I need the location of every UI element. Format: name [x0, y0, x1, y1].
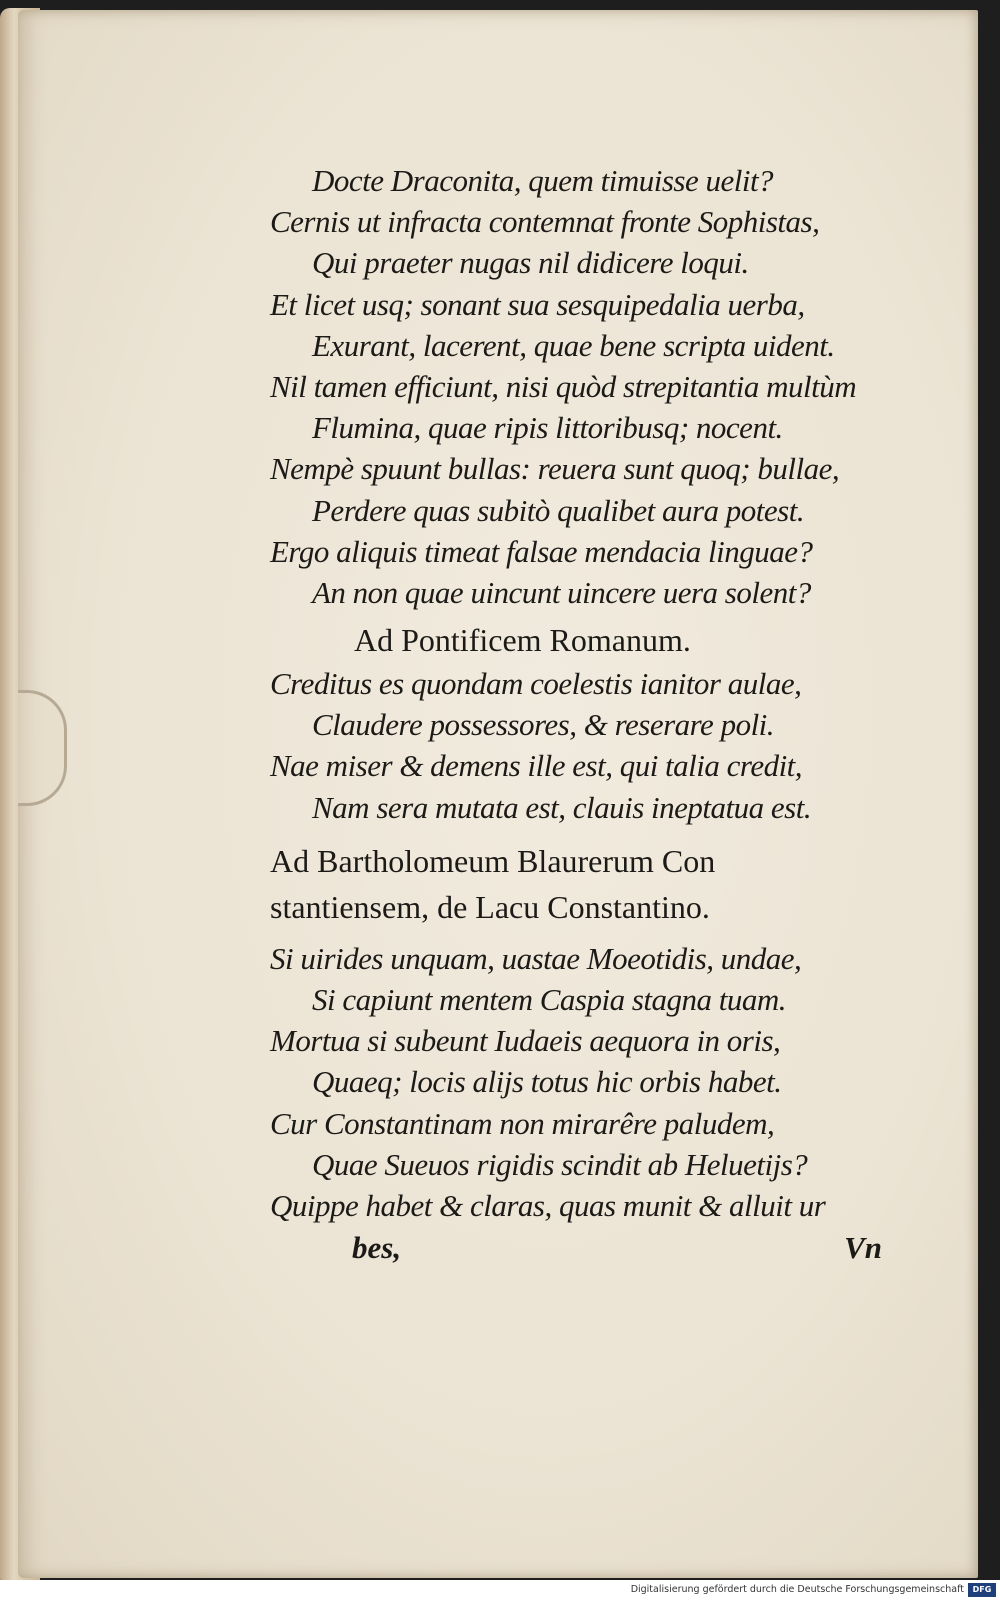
- poem-line: Et licet usq; sonant sua sesquipedalia uerba,: [270, 286, 805, 322]
- poem-line: Nae miser & demens ille est, qui talia credit,: [270, 748, 803, 784]
- poem-line: Nil tamen efficiunt, nisi quòd strepitantia multùm: [270, 368, 857, 404]
- poem-line: Docte Draconita, quem timuisse uelit?: [312, 163, 774, 198]
- poem-line: Quippe habet & claras, quas munit & alluit ur: [270, 1187, 826, 1223]
- poem-line: Perdere quas subitò qualibet aura potest.: [312, 492, 805, 528]
- catchword: Vn: [844, 1230, 882, 1266]
- digitization-footer: [0, 1580, 1000, 1601]
- poem-line: Mortua si subeunt Iudaeis aequora in oris,: [270, 1023, 781, 1059]
- last-line-row: [270, 1226, 882, 1270]
- page-tab-marker: [18, 690, 67, 806]
- poem-line: Flumina, quae ripis littoribusq; nocent.: [312, 410, 783, 446]
- poem-line: Si capiunt mentem Caspia stagna tuam.: [312, 982, 787, 1017]
- poem-line: Ergo aliquis timeat falsae mendacia linguae?: [270, 533, 813, 569]
- poem-line: Exurant, lacerent, quae bene scripta uident.: [312, 327, 835, 363]
- poem-line: Nam sera mutata est, clauis ineptatua est.: [312, 789, 812, 825]
- last-word: bes,: [352, 1230, 402, 1266]
- page-text: [270, 160, 910, 1270]
- poem-line: Si uirides unquam, uastae Moeotidis, undae,: [270, 940, 802, 976]
- dfg-logo: DFG: [968, 1583, 996, 1597]
- poem-line: Cernis ut infracta contemnat fronte Sophistas,: [270, 204, 820, 240]
- section-heading-pontifex: Ad Pontificem Romanum.: [354, 622, 691, 659]
- poem-line: Claudere possessores, & reserare poli.: [312, 707, 775, 743]
- poem-line: Nempè spuunt bullas: reuera sunt quoq; bullae,: [270, 451, 840, 487]
- poem-line: Qui praeter nugas nil didicere loqui.: [312, 245, 749, 281]
- footer-credit: Digitalisierung gefördert durch die Deutsche Forschungsgemeinschaft: [630, 1584, 964, 1595]
- section-heading-blaurer-line-1: Ad Bartholomeum Blaurerum Con: [270, 842, 716, 879]
- poem-line: Creditus es quondam coelestis ianitor aulae,: [270, 666, 802, 702]
- poem-line: Quaeq; locis alijs totus hic orbis habet.: [312, 1064, 782, 1100]
- poem-line: Cur Constantinam non mirarêre paludem,: [270, 1105, 775, 1141]
- poem-line: An non quae uincunt uincere uera solent?: [312, 574, 811, 610]
- poem-line: Quae Sueuos rigidis scindit ab Heluetijs?: [312, 1146, 808, 1182]
- section-heading-blaurer-line-2: stantiensem, de Lacu Constantino.: [270, 888, 710, 925]
